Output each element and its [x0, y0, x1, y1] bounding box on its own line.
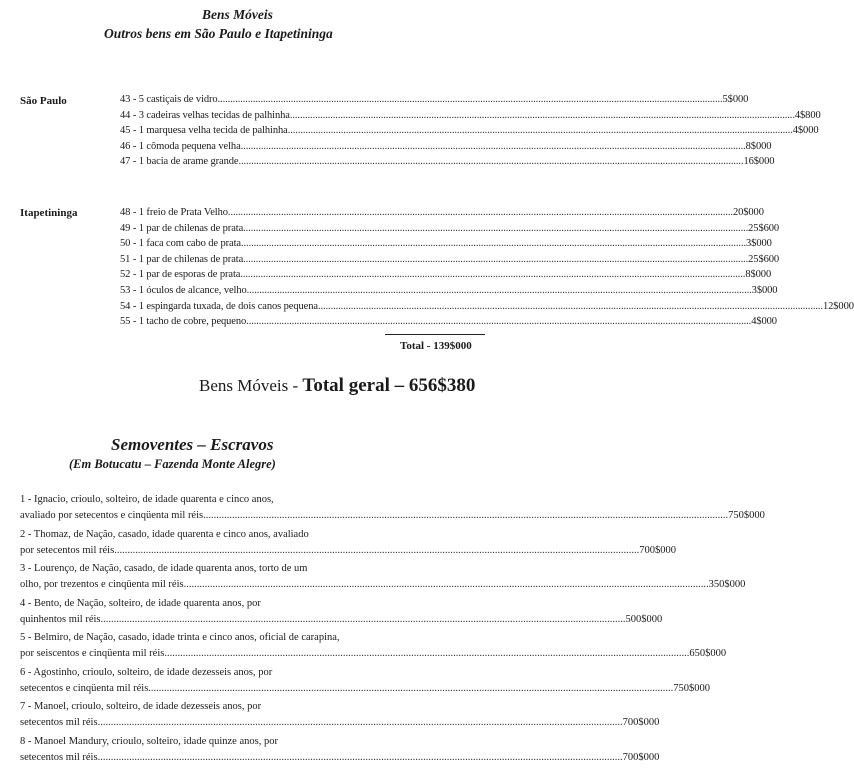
slave-entry-line2: [20, 543, 676, 558]
slave-appraisal-text: setecentos mil réis: [20, 751, 98, 763]
item-value: 4$800: [794, 109, 821, 121]
item-description: 44 - 3 cadeiras velhas tecidas de palhinha: [120, 109, 290, 121]
slave-appraisal-text: olho, por trezentos e cinqüenta mil réis: [20, 579, 184, 590]
slave-entry-line1: 5 - Belmiro, de Nação, casado, idade trinta e cinco anos, oficial de carapina,: [20, 632, 340, 643]
dot-leader: ........................................................................................................................................................................................................: [97, 717, 623, 728]
dot-leader: ........................................................................................................................................................................................................: [97, 751, 623, 763]
item-value: 3$000: [746, 238, 772, 250]
dot-leader: ........................................................................................................................................................................................................: [287, 125, 793, 136]
item-value: 8$000: [745, 269, 772, 281]
slave-value: 700$000: [622, 751, 660, 763]
semoventes-title: Semoventes – Escravos: [111, 435, 274, 454]
item-description: 48 - 1 freio de Prata Velho: [120, 207, 228, 218]
slave-value: 500$000: [625, 613, 663, 625]
dot-leader: ........................................................................................................................................................................................................: [164, 648, 690, 659]
item-description: 46 - 1 cômoda pequena velha: [120, 140, 241, 152]
dot-leader: ........................................................................................................................................................................................................: [100, 613, 626, 625]
slave-entry-line2: [20, 577, 746, 592]
item-description: 52 - 1 par de esporas de prata: [120, 269, 241, 281]
item-description: 47 - 1 bacia de arame grande: [120, 156, 239, 167]
item-value: 12$000: [822, 300, 854, 312]
dot-leader: ........................................................................................................................................................................................................: [227, 207, 733, 218]
dot-leader: ........................................................................................................................................................................................................: [203, 510, 729, 521]
item-description: 49 - 1 par de chilenas de prata: [120, 222, 244, 234]
grand-total: [199, 375, 475, 397]
item-value: 4$000: [792, 125, 819, 136]
slave-value: 350$000: [708, 579, 746, 590]
slave-entry-line2: [20, 715, 660, 730]
list-item: [120, 156, 775, 167]
item-description: 45 - 1 marquesa velha tecida de palhinha: [120, 125, 288, 136]
item-value: 20$000: [732, 207, 764, 218]
slave-appraisal-text: setecentos e cinqüenta mil réis: [20, 682, 149, 694]
semoventes-subtitle: (Em Botucatu – Fazenda Monte Alegre): [69, 457, 276, 471]
item-value: 5$000: [722, 94, 749, 105]
slave-appraisal-text: por setecentos mil réis: [20, 544, 115, 556]
dot-leader: ........................................................................................................................................................................................................: [246, 316, 752, 328]
dot-leader: ........................................................................................................................................................................................................: [246, 285, 752, 296]
list-item: [120, 285, 778, 296]
item-value: 25$600: [748, 222, 780, 234]
dot-leader: ........................................................................................................................................................................................................: [238, 156, 744, 167]
dot-leader: ........................................................................................................................................................................................................: [241, 238, 747, 250]
slave-entry-line1: 7 - Manoel, crioulo, solteiro, de idade dezesseis anos, por: [20, 701, 262, 712]
total-amount: Total - 139$000: [400, 340, 472, 352]
slave-value: 750$000: [673, 682, 711, 694]
list-item: [120, 109, 821, 121]
item-value: 4$000: [751, 316, 777, 328]
slave-entry-line2: [20, 508, 765, 523]
grand-total-prefix: Bens Móveis -: [199, 376, 303, 395]
item-value: 25$600: [748, 253, 780, 265]
item-description: 55 - 1 tacho de cobre, pequeno: [120, 316, 247, 328]
total-rule: [385, 334, 485, 335]
dot-leader: ........................................................................................................................................................................................................: [240, 269, 746, 281]
slave-appraisal-text: setecentos mil réis: [20, 717, 98, 728]
slave-entry-line1: 2 - Thomaz, de Nação, casado, idade quarenta e cinco anos, avaliado: [20, 528, 309, 540]
page-subtitle: Outros bens em São Paulo e Itapetininga: [104, 26, 333, 41]
slave-entry-line1: 8 - Manoel Mandury, crioulo, solteiro, idade quinze anos, por: [20, 735, 278, 747]
dot-leader: ........................................................................................................................................................................................................: [289, 109, 795, 121]
list-item: [120, 269, 772, 281]
dot-leader: ........................................................................................................................................................................................................: [217, 94, 723, 105]
list-item: [120, 316, 777, 328]
list-item: [120, 300, 854, 312]
list-item: [120, 207, 764, 218]
slave-entry-line2: [20, 612, 663, 627]
slave-entry-line2: [20, 750, 660, 765]
item-value: 3$000: [751, 285, 778, 296]
item-value: 8$000: [745, 140, 772, 152]
dot-leader: ........................................................................................................................................................................................................: [240, 140, 746, 152]
dot-leader: ........................................................................................................................................................................................................: [114, 544, 640, 556]
slave-value: 650$000: [689, 648, 727, 659]
page-title: Bens Móveis: [202, 7, 273, 22]
dot-leader: ........................................................................................................................................................................................................: [243, 253, 749, 265]
slave-entry-line1: 6 - Agostinho, crioulo, solteiro, de idade dezesseis anos, por: [20, 666, 273, 678]
item-description: 43 - 5 castiçais de vidro: [120, 94, 218, 105]
slave-appraisal-text: por seiscentos e cinqüenta mil réis: [20, 648, 165, 659]
slave-entry-line1: 3 - Lourenço, de Nação, casado, de idade quarenta anos, torto de um: [20, 563, 308, 574]
item-description: 54 - 1 espingarda tuxada, de dois canos pequena: [120, 300, 318, 312]
item-description: 51 - 1 par de chilenas de prata: [120, 253, 244, 265]
slave-entry-line2: [20, 646, 727, 661]
slave-appraisal-text: avaliado por setecentos e cinqüenta mil réis: [20, 510, 204, 521]
item-value: 16$000: [743, 156, 775, 167]
list-item: [120, 125, 819, 136]
slave-appraisal-text: quinhentos mil réis: [20, 613, 101, 625]
list-item: [120, 94, 749, 105]
item-description: 53 - 1 óculos de alcance, velho: [120, 285, 247, 296]
slave-value: 700$000: [622, 717, 660, 728]
dot-leader: ........................................................................................................................................................................................................: [317, 300, 823, 312]
dot-leader: ........................................................................................................................................................................................................: [243, 222, 749, 234]
slave-entry-line1: 4 - Bento, de Nação, solteiro, de idade quarenta anos, por: [20, 597, 261, 609]
item-description: 50 - 1 faca com cabo de prata: [120, 238, 241, 250]
slave-value: 700$000: [639, 544, 676, 556]
list-item: [120, 238, 772, 250]
slave-value: 750$000: [728, 510, 765, 521]
list-item: [120, 222, 780, 234]
section-label-sao-paulo: São Paulo: [20, 95, 67, 107]
list-item: [120, 140, 772, 152]
section-label-itapetininga: Itapetininga: [20, 207, 78, 219]
grand-total-label: Total geral – 656$380: [302, 375, 476, 396]
dot-leader: ........................................................................................................................................................................................................: [183, 579, 709, 590]
dot-leader: ........................................................................................................................................................................................................: [148, 682, 674, 694]
slave-entry-line2: [20, 681, 711, 696]
list-item: [120, 253, 780, 265]
slave-entry-line1: 1 - Ignacio, crioulo, solteiro, de idade quarenta e cinco anos,: [20, 494, 274, 505]
